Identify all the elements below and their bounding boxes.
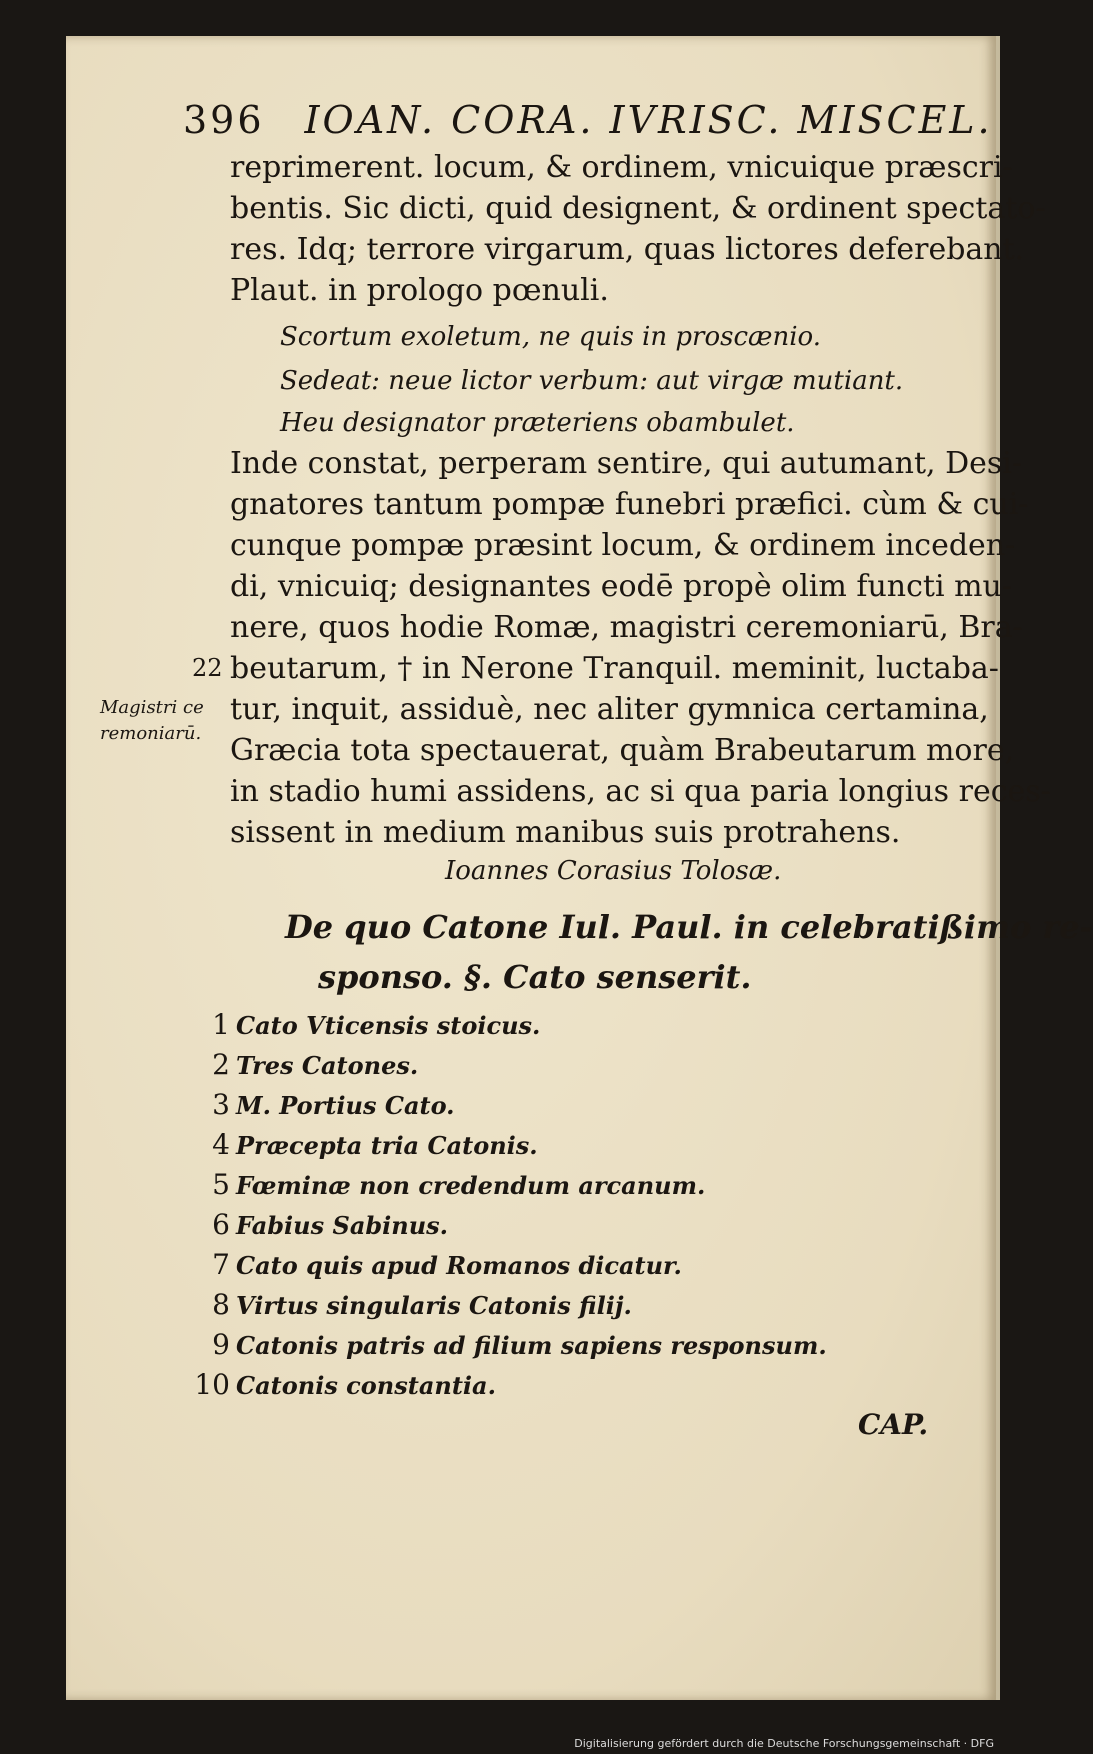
verse-line: Sedeat: neue lictor verbum: aut virgæ mutiant. xyxy=(280,366,904,396)
running-title: IOAN. CORA. IVRISC. MISCEL. xyxy=(304,98,993,142)
toc-item-text: Catonis constantia. xyxy=(236,1371,496,1400)
toc-item-text: Fabius Sabinus. xyxy=(236,1211,449,1240)
toc-item-text: Cato Vticensis stoicus. xyxy=(236,1011,541,1040)
body-line: bentis. Sic dicti, quid designent, & ordinent spectato- xyxy=(230,191,1046,226)
toc-item-text: Catonis patris ad filium sapiens responsum. xyxy=(236,1331,827,1360)
toc-item-number: 5 xyxy=(212,1168,230,1201)
toc-item-number: 3 xyxy=(212,1088,230,1121)
body-line: in stadio humi assidens, ac si qua paria longius reces- xyxy=(230,774,1051,809)
margin-note: Magistri ce xyxy=(100,697,204,718)
body-line: res. Idq; terrore virgarum, quas lictores deferebant. xyxy=(230,232,1025,267)
margin-line-number: 22 xyxy=(192,654,223,682)
toc-item-number: 4 xyxy=(212,1128,230,1161)
body-line: Græcia tota spectauerat, quàm Brabeutarum more, xyxy=(230,733,1015,768)
verse-line: Heu designator præteriens obambulet. xyxy=(280,408,795,438)
toc-item-number: 2 xyxy=(212,1048,230,1081)
catchword: CAP. xyxy=(858,1408,929,1441)
verse-line: Scortum exoletum, ne quis in proscænio. xyxy=(280,322,821,352)
body-line: beutarum, † in Nerone Tranquil. meminit, luctaba- xyxy=(230,651,999,686)
toc-item-text: M. Portius Cato. xyxy=(236,1091,455,1120)
body-line: cunque pompæ præsint locum, & ordinem inceden- xyxy=(230,528,1016,563)
signature: Ioannes Corasius Tolosæ. xyxy=(445,856,782,886)
margin-note: remoniarū. xyxy=(100,723,202,744)
toc-item-number: 6 xyxy=(212,1208,230,1241)
body-line: gnatores tantum pompæ funebri præfici. cùm & cui- xyxy=(230,487,1029,522)
body-line: tur, inquit, assiduè, nec aliter gymnica certamina, xyxy=(230,692,989,727)
toc-item-number: 1 xyxy=(212,1008,230,1041)
page-number: 396 xyxy=(183,98,265,142)
toc-item-text: Fœminæ non credendum arcanum. xyxy=(236,1171,706,1200)
digitization-footer: Digitalisierung gefördert durch die Deutsche Forschungsgemeinschaft · DFG xyxy=(574,1737,994,1750)
toc-item-text: Virtus singularis Catonis filij. xyxy=(236,1291,632,1320)
section-title: De quo Catone Iul. Paul. in celebratißimo re- xyxy=(285,908,1093,946)
body-line: Inde constat, perperam sentire, qui autumant, Desi- xyxy=(230,446,1023,481)
running-header xyxy=(183,98,993,142)
toc-item-text: Tres Catones. xyxy=(236,1051,419,1080)
section-title: sponso. §. Cato senserit. xyxy=(318,958,752,996)
body-line: Plaut. in prologo pœnuli. xyxy=(230,273,609,308)
body-line: nere, quos hodie Romæ, magistri ceremoniarū, Bra- xyxy=(230,610,1023,645)
body-line: di, vnicuiq; designantes eodē propè olim functi mu- xyxy=(230,569,1013,604)
toc-item-number: 9 xyxy=(212,1328,230,1361)
body-line: sissent in medium manibus suis protrahens. xyxy=(230,815,901,850)
toc-item-text: Cato quis apud Romanos dicatur. xyxy=(236,1251,682,1280)
toc-item-number: 10 xyxy=(194,1368,230,1401)
body-line: reprimerent. locum, & ordinem, vnicuique præscri- xyxy=(230,150,1013,185)
toc-item-number: 8 xyxy=(212,1288,230,1321)
toc-item-number: 7 xyxy=(212,1248,230,1281)
toc-item-text: Præcepta tria Catonis. xyxy=(236,1131,538,1160)
